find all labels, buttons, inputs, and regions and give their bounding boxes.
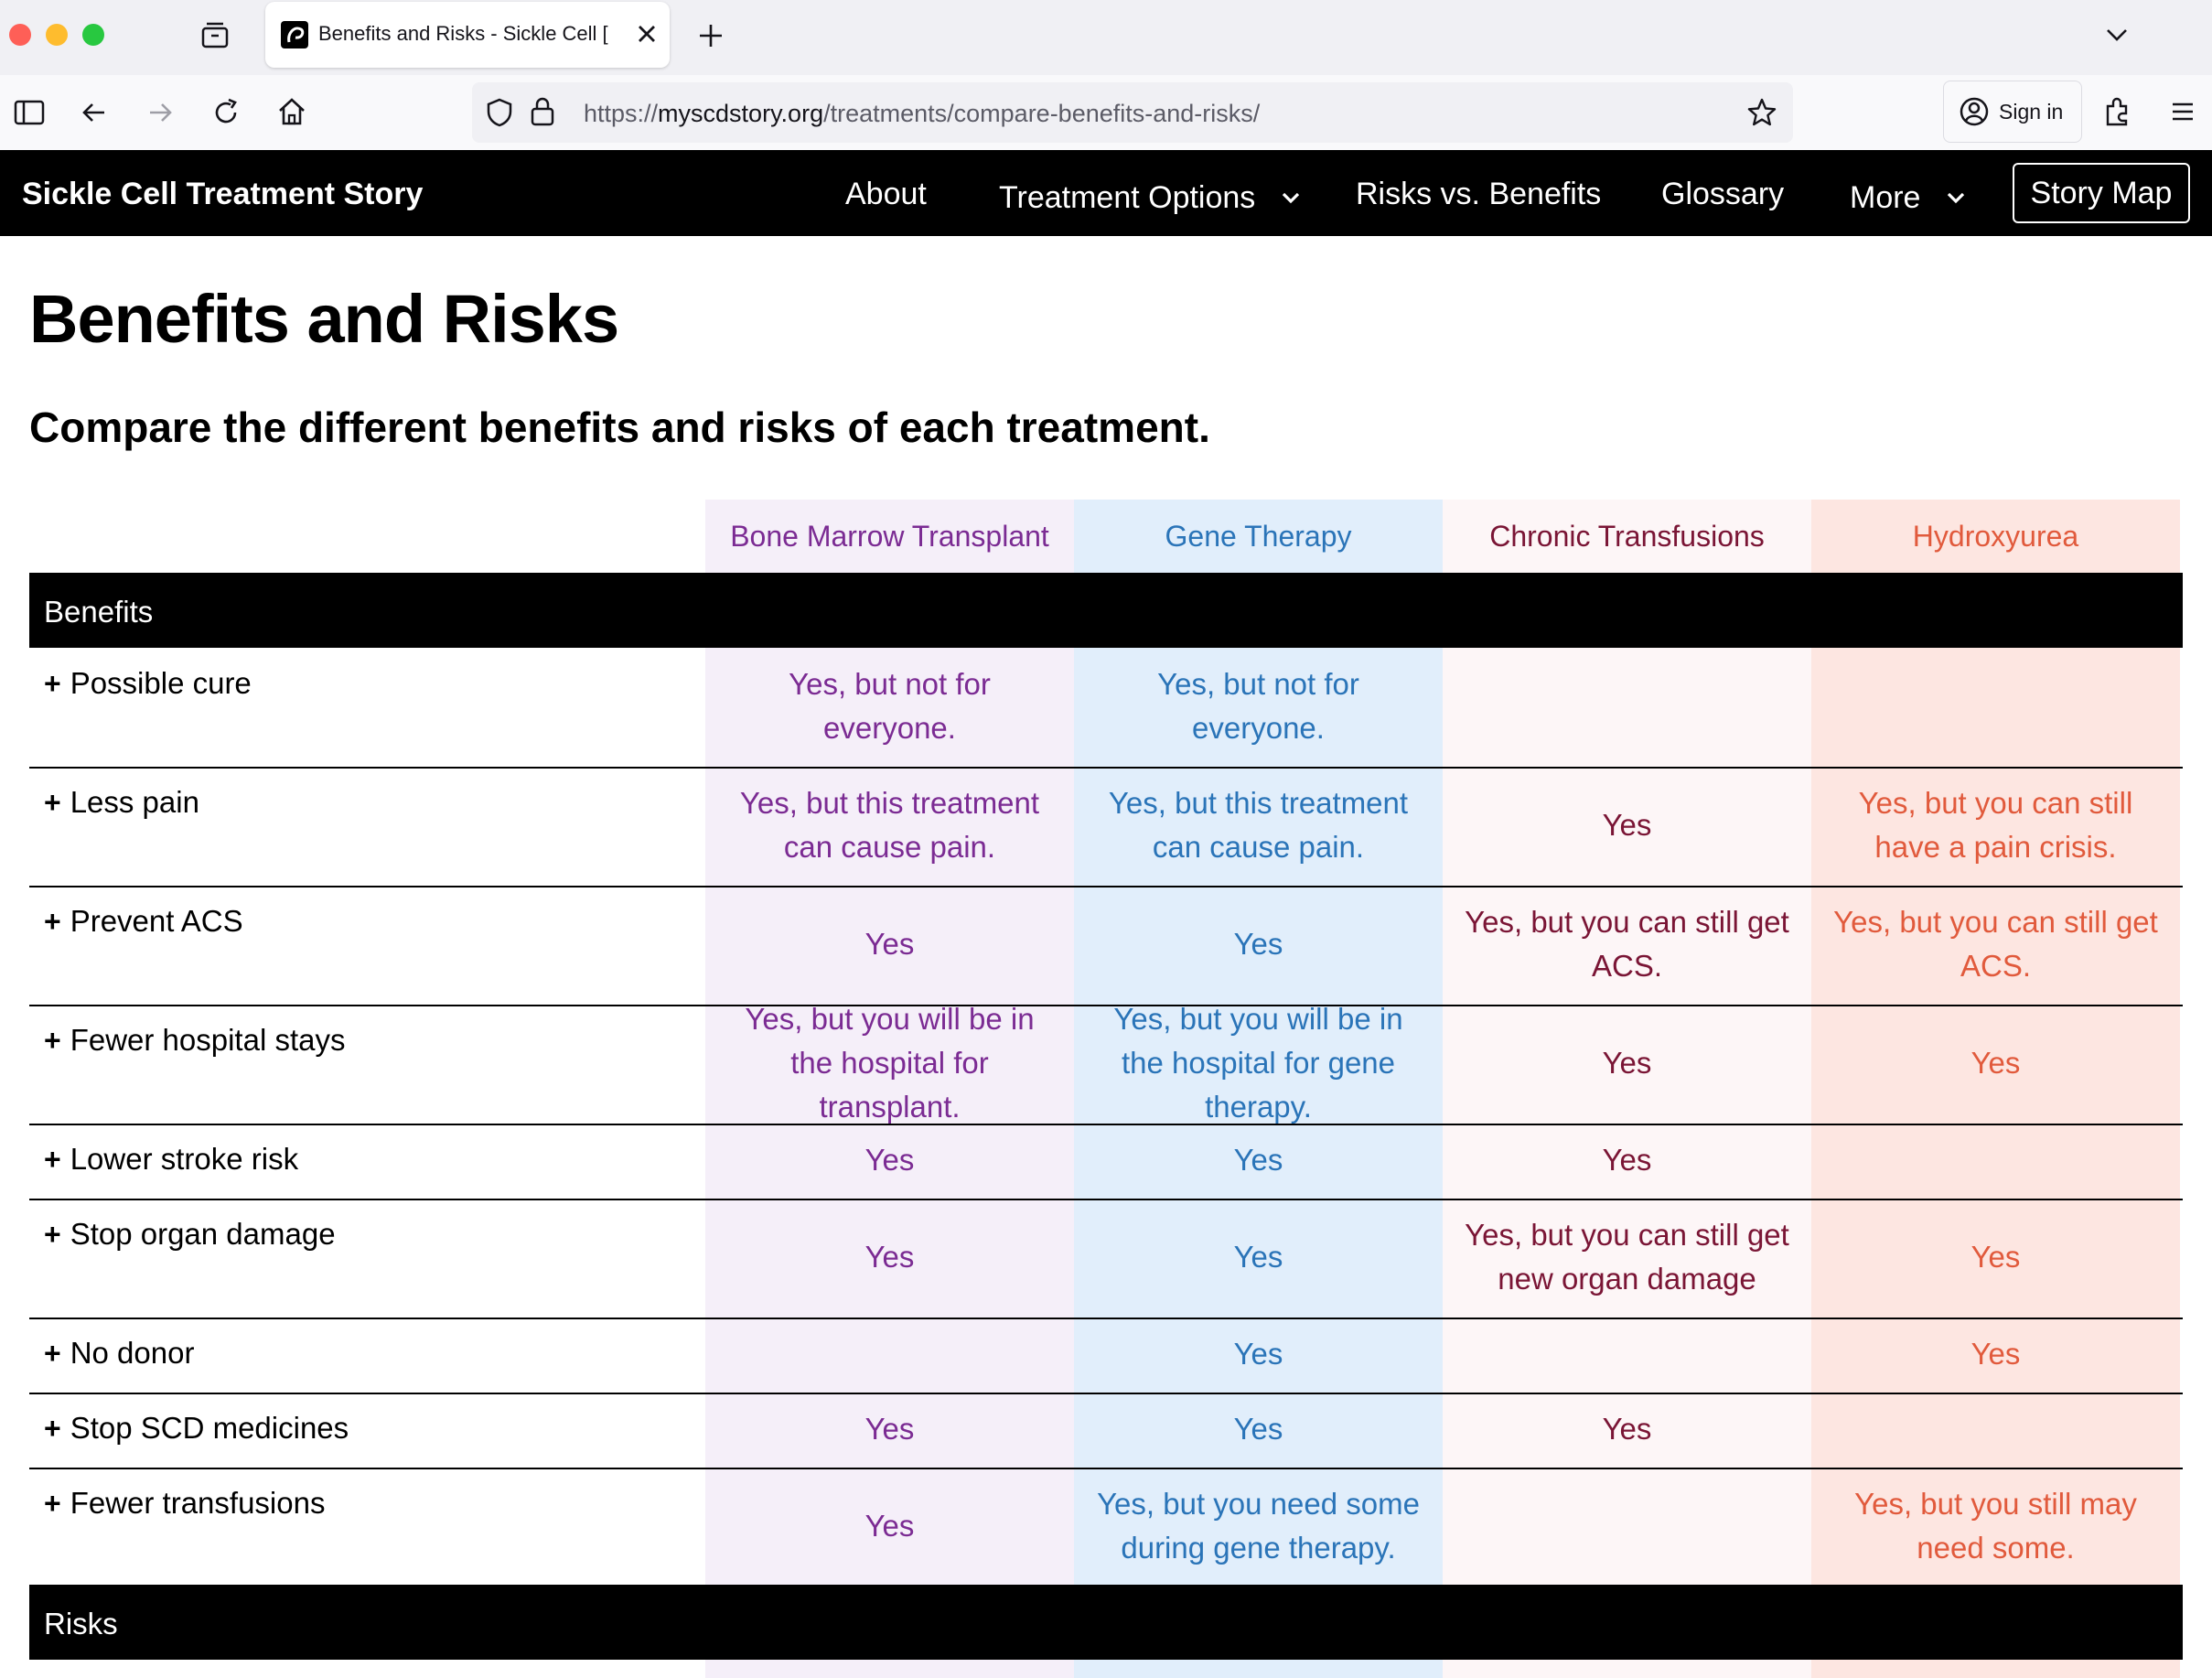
nav-treatment-options-label: Treatment Options	[999, 180, 1256, 215]
bookmark-star-icon[interactable]	[1745, 96, 1778, 134]
row-label: No donor	[70, 1336, 195, 1370]
cell-gene-therapy: Yes	[1233, 1240, 1283, 1274]
site-navbar	[0, 150, 2212, 236]
url-text	[584, 100, 1260, 128]
cell-bone-marrow: Yes	[864, 927, 915, 961]
lock-icon[interactable]	[529, 96, 556, 132]
home-icon[interactable]	[276, 95, 307, 133]
plus-icon: +	[44, 1412, 61, 1445]
cell-bone-marrow: Yes	[864, 1143, 915, 1177]
cell-chronic-transfusions	[1443, 1318, 1811, 1391]
cell-gene-therapy: Yes, but you will be in the hospital for gene therapy.	[1113, 1002, 1403, 1124]
account-icon	[1959, 96, 1990, 132]
row-expander[interactable]	[44, 666, 252, 701]
cell-gene-therapy: Yes	[1233, 1412, 1283, 1446]
forward-icon[interactable]	[145, 97, 176, 133]
nav-more[interactable]	[1850, 177, 1966, 216]
url-prefix: https://	[584, 100, 659, 127]
cell-bone-marrow	[705, 1318, 1074, 1391]
table-row[interactable]	[29, 1124, 2183, 1200]
page-subtitle: Compare the different benefits and risks of each treatment.	[29, 403, 1210, 451]
sign-in-button[interactable]	[1943, 81, 2082, 143]
row-expander[interactable]	[44, 1023, 345, 1058]
cell-chronic-transfusions: Yes	[1602, 1046, 1652, 1080]
url-domain: myscdstory.org	[658, 100, 824, 127]
cell-hydroxyurea	[1811, 1393, 2180, 1466]
cell-bone-marrow: Yes, but this treatment can cause pain.	[739, 786, 1040, 864]
cell-hydroxyurea: Yes	[1970, 1046, 2021, 1080]
browser-tab-strip	[0, 0, 2212, 75]
table-row[interactable]	[29, 1468, 2183, 1588]
row-label: Prevent ACS	[70, 904, 243, 938]
list-all-tabs-icon[interactable]	[2102, 20, 2131, 54]
cell-chronic-transfusions	[1443, 648, 1811, 765]
browser-toolbar	[0, 75, 2212, 151]
table-row[interactable]	[29, 1199, 2183, 1319]
nav-risks-vs-benefits[interactable]: Risks vs. Benefits	[1356, 177, 1602, 211]
row-expander[interactable]	[44, 1486, 325, 1521]
row-label: Fewer transfusions	[70, 1486, 326, 1520]
row-label: Lower stroke risk	[70, 1142, 299, 1176]
row-label: Less pain	[70, 785, 199, 819]
url-path: /treatments/compare-benefits-and-risks/	[823, 100, 1261, 127]
sign-in-label: Sign in	[1999, 100, 2064, 124]
section-header-risks	[29, 1585, 2183, 1660]
cell-bone-marrow: Yes, but not for everyone.	[789, 667, 991, 745]
tab-overview-icon[interactable]	[199, 20, 231, 56]
row-expander[interactable]	[44, 904, 243, 939]
cell-hydroxyurea: Yes, but you can still get ACS.	[1833, 905, 2158, 983]
cell-chronic-transfusions: Yes	[1602, 1412, 1652, 1446]
plus-icon: +	[44, 1024, 61, 1057]
minimize-window-button[interactable]	[46, 24, 68, 46]
cell-gene-therapy: Yes, but you need some during gene therapy.	[1097, 1487, 1420, 1565]
cell-chronic-transfusions: Yes, but you can still get new organ damage	[1465, 1218, 1789, 1296]
site-favicon-icon	[280, 20, 309, 54]
site-brand-link[interactable]: Sickle Cell Treatment Story	[22, 177, 424, 211]
table-row[interactable]	[29, 1393, 2183, 1469]
reload-icon[interactable]	[210, 97, 242, 133]
cell-gene-therapy: Yes	[1233, 1143, 1283, 1177]
cell-hydroxyurea: Yes, but you can still have a pain crisis.	[1858, 786, 2133, 864]
story-map-label: Story Map	[2030, 176, 2173, 210]
plus-icon: +	[44, 1337, 61, 1370]
cell-hydroxyurea	[1811, 648, 2180, 765]
cell-gene-therapy: Yes	[1233, 927, 1283, 961]
tracking-protection-shield-icon[interactable]	[485, 97, 514, 133]
menu-icon[interactable]	[2168, 97, 2197, 131]
cell-chronic-transfusions	[1443, 1468, 1811, 1585]
row-expander[interactable]	[44, 1217, 336, 1252]
active-tab[interactable]	[265, 2, 670, 68]
column-header-gene-therapy: Gene Therapy	[1165, 519, 1352, 553]
cell-gene-therapy: Yes, but not for everyone.	[1157, 667, 1359, 745]
nav-about[interactable]: About	[845, 177, 927, 211]
chevron-down-icon	[1946, 177, 1966, 212]
row-label: Possible cure	[70, 666, 252, 700]
row-label: Stop SCD medicines	[70, 1411, 349, 1445]
cell-chronic-transfusions: Yes	[1602, 808, 1652, 842]
cell-hydroxyurea	[1811, 1124, 2180, 1197]
nav-more-label: More	[1850, 180, 1921, 215]
page-title: Benefits and Risks	[29, 281, 619, 357]
plus-icon: +	[44, 1218, 61, 1251]
plus-icon: +	[44, 1143, 61, 1176]
back-icon[interactable]	[79, 97, 110, 133]
plus-icon: +	[44, 1487, 61, 1520]
close-tab-icon[interactable]	[633, 20, 660, 52]
cell-chronic-transfusions: Yes, but you can still get ACS.	[1465, 905, 1789, 983]
close-window-button[interactable]	[9, 24, 31, 46]
row-expander[interactable]	[44, 1336, 194, 1371]
column-header-bone-marrow: Bone Marrow Transplant	[730, 519, 1049, 553]
cell-bone-marrow: Yes	[864, 1509, 915, 1543]
column-header-chronic-transfusions: Chronic Transfusions	[1489, 519, 1765, 553]
cell-gene-therapy: Yes	[1233, 1337, 1283, 1371]
plus-icon: +	[44, 905, 61, 938]
column-header-hydroxyurea: Hydroxyurea	[1912, 519, 2079, 553]
plus-icon: +	[44, 667, 61, 700]
row-label: Fewer hospital stays	[70, 1023, 346, 1057]
cell-hydroxyurea: Yes	[1970, 1240, 2021, 1274]
cell-hydroxyurea: Yes	[1970, 1337, 2021, 1371]
table-row[interactable]	[29, 1002, 2183, 1125]
cell-bone-marrow: Yes	[864, 1240, 915, 1274]
section-label-benefits: Benefits	[44, 595, 154, 629]
zoom-window-button[interactable]	[82, 24, 104, 46]
row-expander[interactable]	[44, 1411, 349, 1446]
plus-icon: +	[44, 786, 61, 819]
table-row[interactable]	[29, 767, 2183, 887]
story-map-button[interactable]	[2013, 163, 2190, 223]
cell-hydroxyurea: Yes, but you still may need some.	[1854, 1487, 2137, 1565]
extensions-icon[interactable]	[2102, 95, 2133, 133]
new-tab-icon[interactable]	[695, 20, 726, 56]
sidebar-toggle-icon[interactable]	[13, 97, 46, 133]
cell-gene-therapy: Yes, but this treatment can cause pain.	[1108, 786, 1409, 864]
table-row[interactable]	[29, 1318, 2183, 1394]
row-label: Stop organ damage	[70, 1217, 336, 1251]
address-bar[interactable]	[472, 82, 1793, 143]
section-label-risks: Risks	[44, 1607, 118, 1640]
cell-bone-marrow: Yes	[864, 1412, 915, 1446]
cell-chronic-transfusions: Yes	[1602, 1143, 1652, 1177]
nav-glossary[interactable]: Glossary	[1661, 177, 1785, 211]
row-expander[interactable]	[44, 785, 199, 820]
section-header-benefits	[29, 573, 2183, 648]
cell-bone-marrow: Yes, but you will be in the hospital for transplant.	[745, 1002, 1035, 1124]
table-row[interactable]	[29, 886, 2183, 1006]
chevron-down-icon	[1281, 177, 1301, 212]
tab-title: Benefits and Risks - Sickle Cell [	[318, 22, 608, 45]
row-expander[interactable]	[44, 1142, 298, 1177]
table-row[interactable]	[29, 648, 2183, 769]
nav-treatment-options[interactable]	[999, 177, 1301, 216]
